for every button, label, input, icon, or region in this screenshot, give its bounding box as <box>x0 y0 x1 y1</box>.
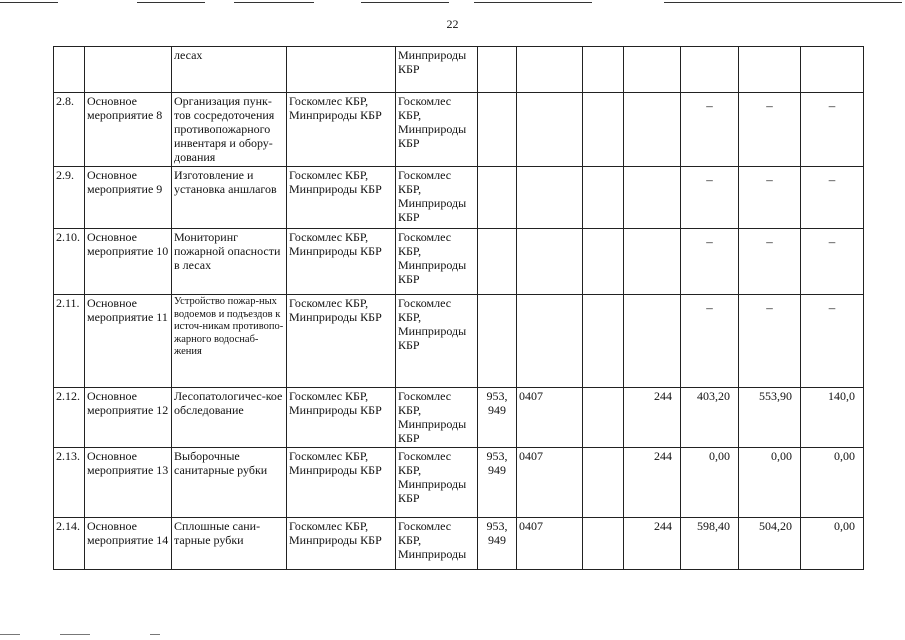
cell-csr <box>583 448 624 518</box>
cell-name: Основное мероприятие 9 <box>85 167 172 229</box>
cell-y1: – <box>681 167 739 229</box>
cell-y2: – <box>739 93 801 167</box>
cell-csr <box>583 518 624 570</box>
cell-title: лесах <box>172 47 287 93</box>
cell-name: Основное мероприятие 13 <box>85 448 172 518</box>
cell-grbs: 953, 949 <box>478 518 517 570</box>
cell-y3: 0,00 <box>801 518 864 570</box>
cell-no <box>54 47 85 93</box>
cell-y3: – <box>801 295 864 388</box>
cell-csr <box>583 167 624 229</box>
cell-y2: 553,90 <box>739 388 801 448</box>
table-row <box>54 448 864 518</box>
cell-name: Основное мероприятие 14 <box>85 518 172 570</box>
cell-title: Организация пунк-тов сосредоточения противопожарного инвентаря и обору-дования <box>172 93 287 167</box>
cell-vr: 244 <box>624 518 681 570</box>
cell-grbs <box>478 295 517 388</box>
cell-vr: 244 <box>624 448 681 518</box>
cell-y2 <box>739 47 801 93</box>
cell-grbs <box>478 167 517 229</box>
page-number: 22 <box>446 17 459 31</box>
table-row <box>54 167 864 229</box>
cell-vr <box>624 167 681 229</box>
cell-name: Основное мероприятие 11 <box>85 295 172 388</box>
cell-y3 <box>801 47 864 93</box>
cell-y1: – <box>681 229 739 295</box>
cell-title: Мониторинг пожарной опасности в лесах <box>172 229 287 295</box>
cell-csr <box>583 47 624 93</box>
cell-grbs: 953, 949 <box>478 388 517 448</box>
cell-y2: – <box>739 295 801 388</box>
cell-no: 2.12. <box>54 388 85 448</box>
cell-no: 2.13. <box>54 448 85 518</box>
cell-y1: 0,00 <box>681 448 739 518</box>
cell-y1: 598,40 <box>681 518 739 570</box>
cell-name: Основное мероприятие 12 <box>85 388 172 448</box>
cell-rzpr: 0407 <box>517 448 583 518</box>
cell-y2: 504,20 <box>739 518 801 570</box>
table-row <box>54 295 864 388</box>
bottom-scan-marks <box>0 628 905 640</box>
cell-rzpr: 0407 <box>517 388 583 448</box>
cell-name: Основное мероприятие 10 <box>85 229 172 295</box>
cell-exec <box>287 47 396 93</box>
cell-no: 2.14. <box>54 518 85 570</box>
cell-vr <box>624 47 681 93</box>
cell-y1 <box>681 47 739 93</box>
cell-name: Основное мероприятие 8 <box>85 93 172 167</box>
cell-exec: Госкомлес КБР, Минприроды КБР <box>287 167 396 229</box>
program-activities-table <box>53 46 864 570</box>
cell-y3: – <box>801 229 864 295</box>
table-row <box>54 518 864 570</box>
cell-resp: Госкомлес КБР, Минприроды <box>396 518 478 570</box>
cell-y2: 0,00 <box>739 448 801 518</box>
cell-rzpr <box>517 229 583 295</box>
cell-resp: Госкомлес КБР, Минприроды КБР <box>396 295 478 388</box>
cell-exec: Госкомлес КБР, Минприроды КБР <box>287 229 396 295</box>
cell-csr <box>583 295 624 388</box>
cell-y2: – <box>739 229 801 295</box>
cell-rzpr <box>517 295 583 388</box>
cell-title: Устройство пожар-ных водоемов и подъездов к источ-никам противопо-жарного водоснаб-жения <box>172 295 287 388</box>
cell-rzpr <box>517 167 583 229</box>
cell-resp: Госкомлес КБР, Минприроды КБР <box>396 167 478 229</box>
cell-grbs <box>478 47 517 93</box>
cell-resp: Госкомлес КБР, Минприроды КБР <box>396 388 478 448</box>
cell-rzpr <box>517 93 583 167</box>
cell-y2: – <box>739 167 801 229</box>
cell-csr <box>583 93 624 167</box>
cell-y3: – <box>801 93 864 167</box>
cell-resp: Минприроды КБР <box>396 47 478 93</box>
cell-grbs <box>478 93 517 167</box>
cell-resp: Госкомлес КБР, Минприроды КБР <box>396 229 478 295</box>
cell-no: 2.11. <box>54 295 85 388</box>
cell-resp: Госкомлес КБР, Минприроды КБР <box>396 448 478 518</box>
cell-vr <box>624 93 681 167</box>
cell-exec: Госкомлес КБР, Минприроды КБР <box>287 93 396 167</box>
cell-title: Выборочные санитарные рубки <box>172 448 287 518</box>
cell-grbs <box>478 229 517 295</box>
cell-title: Изготовление и установка аншлагов <box>172 167 287 229</box>
cell-name <box>85 47 172 93</box>
table-row <box>54 47 864 93</box>
cell-csr <box>583 388 624 448</box>
cell-title: Лесопатологичес-кое обследование <box>172 388 287 448</box>
cell-y1: – <box>681 295 739 388</box>
cell-vr: 244 <box>624 388 681 448</box>
top-scan-rules <box>0 0 905 6</box>
cell-no: 2.8. <box>54 93 85 167</box>
cell-grbs: 953, 949 <box>478 448 517 518</box>
cell-y1: 403,20 <box>681 388 739 448</box>
cell-exec: Госкомлес КБР, Минприроды КБР <box>287 388 396 448</box>
cell-exec: Госкомлес КБР, Минприроды КБР <box>287 448 396 518</box>
cell-title: Сплошные сани-тарные рубки <box>172 518 287 570</box>
cell-exec: Госкомлес КБР, Минприроды КБР <box>287 518 396 570</box>
cell-exec: Госкомлес КБР, Минприроды КБР <box>287 295 396 388</box>
cell-y3: 0,00 <box>801 448 864 518</box>
cell-vr <box>624 295 681 388</box>
table-row <box>54 229 864 295</box>
cell-y3: 140,0 <box>801 388 864 448</box>
table-row <box>54 388 864 448</box>
cell-rzpr: 0407 <box>517 518 583 570</box>
cell-vr <box>624 229 681 295</box>
table-row <box>54 93 864 167</box>
cell-resp: Госкомлес КБР, Минприроды КБР <box>396 93 478 167</box>
cell-csr <box>583 229 624 295</box>
cell-no: 2.10. <box>54 229 85 295</box>
cell-rzpr <box>517 47 583 93</box>
cell-y1: – <box>681 93 739 167</box>
cell-no: 2.9. <box>54 167 85 229</box>
cell-y3: – <box>801 167 864 229</box>
